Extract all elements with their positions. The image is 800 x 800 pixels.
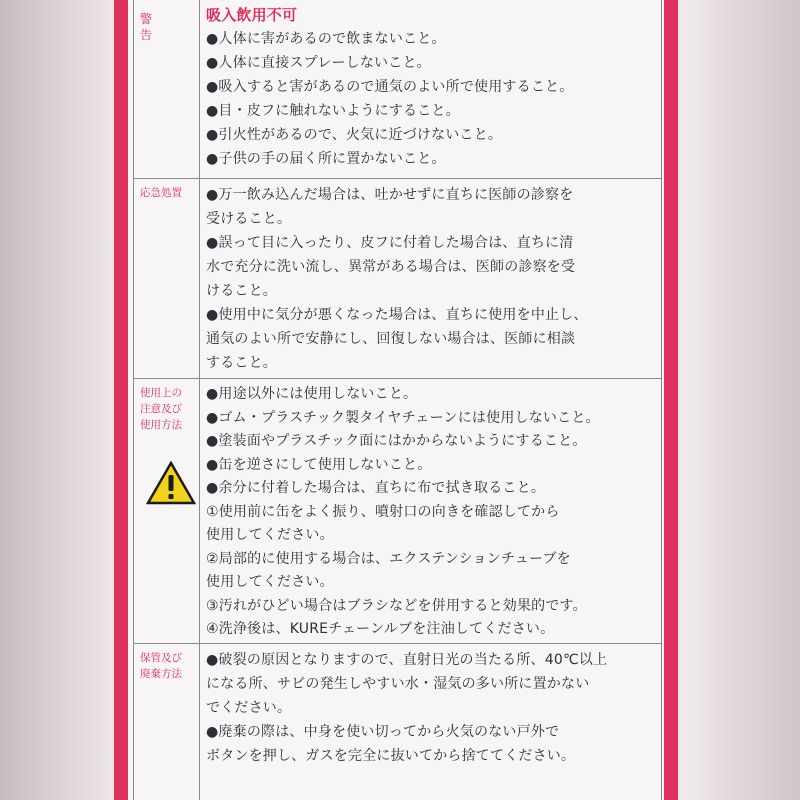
warning-heading: 警告: [134, 0, 200, 178]
first-aid-line: 通気のよい所で安静にし、回復しない場合は、医師に相談: [206, 331, 576, 347]
usage-line: ●用途以外には使用しないこと。: [206, 386, 418, 402]
storage-heading: [134, 644, 200, 800]
usage-line: ②局部的に使用する場合は、エクステンションチューブを: [206, 550, 571, 567]
warning-item: ●子供の手の届く所に置かないこと。: [206, 151, 446, 167]
warning-item: ●吸入すると害があるので通気のよい所で使用すること。: [206, 79, 574, 95]
storage-body: [200, 644, 661, 800]
warning-item: ●引火性があるので、火気に近づけないこと。: [206, 127, 503, 143]
first-aid-line: ●万一飲み込んだ場合は、吐かせずに直ちに医師の診察を: [206, 187, 574, 203]
first-aid-line: すること。: [206, 355, 277, 371]
usage-row: [134, 379, 661, 644]
storage-heading-line: 保管及び: [140, 652, 182, 664]
warning-triangle-icon: [146, 461, 196, 505]
storage-row: [134, 644, 661, 800]
usage-line: ③汚れがひどい場合はブラシなどを併用すると効果的です。: [206, 597, 587, 614]
first-aid-line: 水で充分に洗い流し、異常がある場合は、医師の診察を受: [206, 259, 576, 275]
usage-line: 使用してください。: [206, 527, 334, 543]
first-aid-line: けること。: [206, 283, 277, 299]
usage-line: ●ゴム・プラスチック製タイヤチェーンには使用しないこと。: [206, 409, 600, 426]
first-aid-line: 受けること。: [206, 211, 292, 227]
storage-line: でください。: [206, 700, 292, 716]
usage-line: ●余分に付着した場合は、直ちに布で拭き取ること。: [206, 480, 546, 496]
usage-heading-line: 使用上の: [140, 387, 182, 399]
storage-line: ●廃棄の際は、中身を使い切ってから火気のない戸外で: [206, 724, 560, 740]
warning-body: [200, 0, 661, 178]
warning-item: ●人体に直接スプレーしないこと。: [206, 55, 431, 71]
warning-item: ●人体に害があるので飲まないこと。: [206, 31, 446, 47]
usage-heading-line: 注意及び: [140, 403, 182, 415]
first-aid-body: [200, 179, 661, 378]
storage-heading-line: 廃棄方法: [140, 668, 182, 680]
usage-line: ①使用前に缶をよく振り、噴射口の向きを確認してから: [206, 503, 560, 520]
usage-line: ④洗浄後は、KUREチェーンルブを注油してください。: [206, 621, 555, 637]
usage-line: ●缶を逆さにして使用しないこと。: [206, 456, 432, 473]
first-aid-line: ●使用中に気分が悪くなった場合は、直ちに使用を中止し、: [206, 307, 588, 323]
usage-heading-line: 使用方法: [140, 419, 182, 431]
storage-line: になる所、サビの発生しやすい水・湿気の多い所に置かない: [206, 676, 590, 692]
storage-line: ボタンを押し、ガスを完全に抜いてから捨ててください。: [206, 748, 576, 764]
first-aid-heading: [134, 179, 200, 378]
warning-title: 吸入飲用不可: [206, 6, 298, 24]
usage-line: 使用してください。: [206, 574, 334, 590]
usage-line: ●塗装面やプラスチック面にはかからないようにすること。: [206, 433, 587, 449]
usage-heading: [134, 379, 200, 643]
caution-table: [133, 0, 662, 800]
first-aid-row: [134, 179, 661, 379]
first-aid-heading-text: 応急処置: [140, 187, 182, 199]
can-pink-stripe-right: [664, 0, 678, 800]
first-aid-line: ●誤って目に入ったり、皮フに付着した場合は、直ちに清: [206, 235, 574, 251]
warning-item: ●目・皮フに触れないようにすること。: [206, 103, 460, 119]
usage-body: [200, 379, 661, 643]
warning-row: [134, 0, 661, 179]
can-pink-stripe-left: [114, 0, 128, 800]
storage-line: ●破裂の原因となりますので、直射日光の当たる所、40℃以上: [206, 652, 608, 668]
